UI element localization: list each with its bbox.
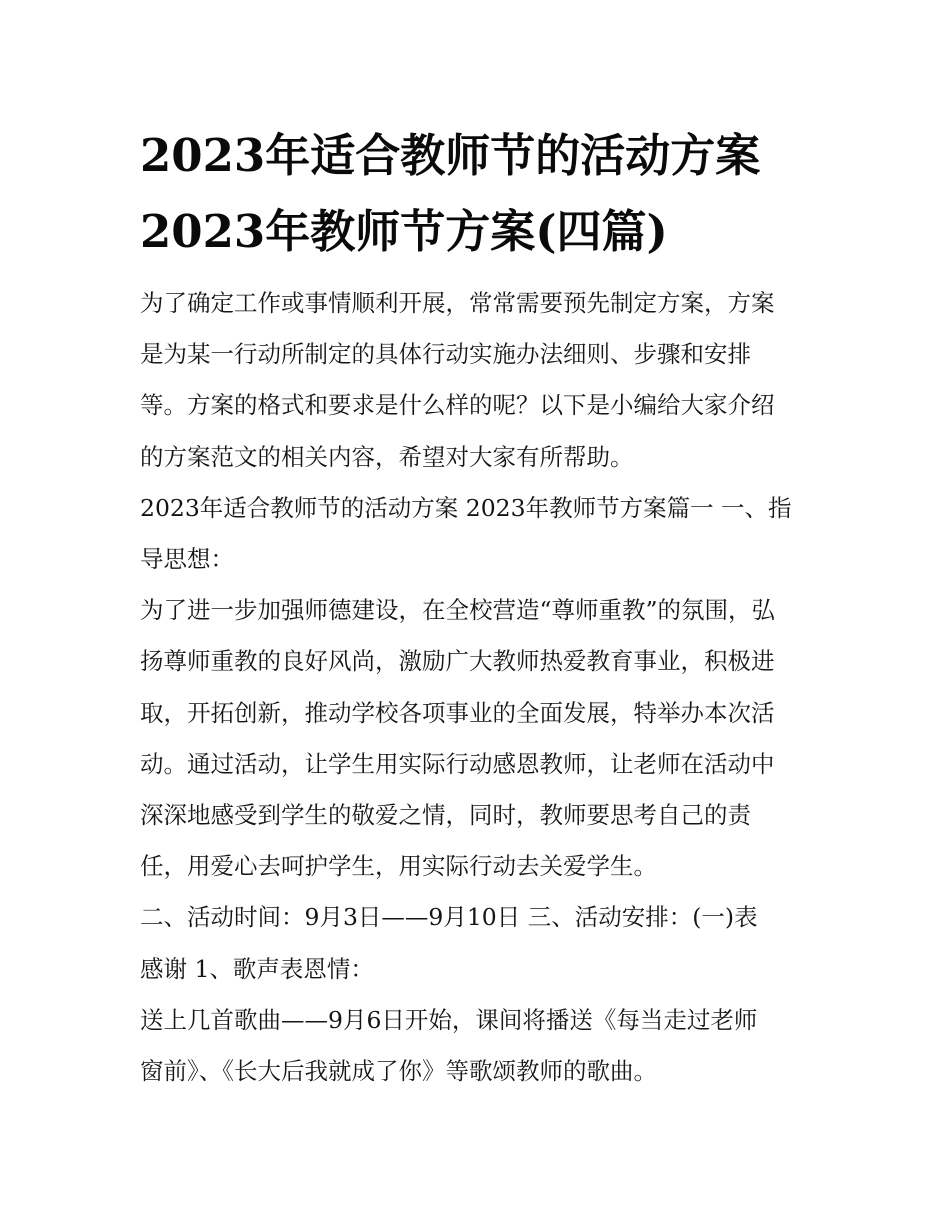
text-line: 2023年适合教师节的活动方案 2023年教师节方案篇一 一、指 xyxy=(140,493,792,522)
text-line: 为了进一步加强师德建设，在全校营造“尊师重教”的氛围，弘 xyxy=(140,596,776,625)
text-line: 动。通过活动，让学生用实际行动感恩教师，让老师在活动中 xyxy=(140,749,775,778)
text-line: 取，开拓创新，推动学校各项事业的全面发展，特举办本次活 xyxy=(140,698,775,727)
text-line: 送上几首歌曲——9月6日开始，课间将播送《每当走过老师 xyxy=(140,1005,758,1034)
document-body xyxy=(140,278,816,1097)
section-heading-paragraph xyxy=(140,483,816,585)
document-title xyxy=(140,118,820,270)
text-line: 导思想： xyxy=(140,545,234,574)
guiding-ideas-paragraph xyxy=(140,585,816,892)
text-line: 的方案范文的相关内容，希望对大家有所帮助。 xyxy=(140,442,634,471)
text-line: 是为某一行动所制定的具体行动实施办法细则、步骤和安排 xyxy=(140,340,751,369)
text-line: 窗前》、《长大后我就成了你》等歌颂教师的歌曲。 xyxy=(140,1057,657,1086)
text-line: 深深地感受到学生的敬爱之情，同时，教师要思考自己的责 xyxy=(140,801,751,830)
text-line: 为了确定工作或事情顺利开展，常常需要预先制定方案，方案 xyxy=(140,289,775,317)
text-line: 感谢 1、歌声表恩情： xyxy=(140,954,374,983)
text-line: 二、活动时间：9月3日——9月10日 三、活动安排：(一)表 xyxy=(140,903,758,932)
songs-paragraph xyxy=(140,995,816,1097)
text-line: 等。方案的格式和要求是什么样的呢？以下是小编给大家介绍 xyxy=(140,391,775,420)
text-line: 扬尊师重教的良好风尚，激励广大教师热爱教育事业，积极进 xyxy=(140,647,775,676)
text-line: 任，用爱心去呵护学生，用实际行动去关爱学生。 xyxy=(140,852,657,881)
intro-paragraph xyxy=(140,278,816,483)
title-line: 2023年适合教师节的活动方案 xyxy=(140,129,761,182)
schedule-paragraph xyxy=(140,892,816,994)
title-line: 2023年教师节方案(四篇) xyxy=(140,205,668,258)
